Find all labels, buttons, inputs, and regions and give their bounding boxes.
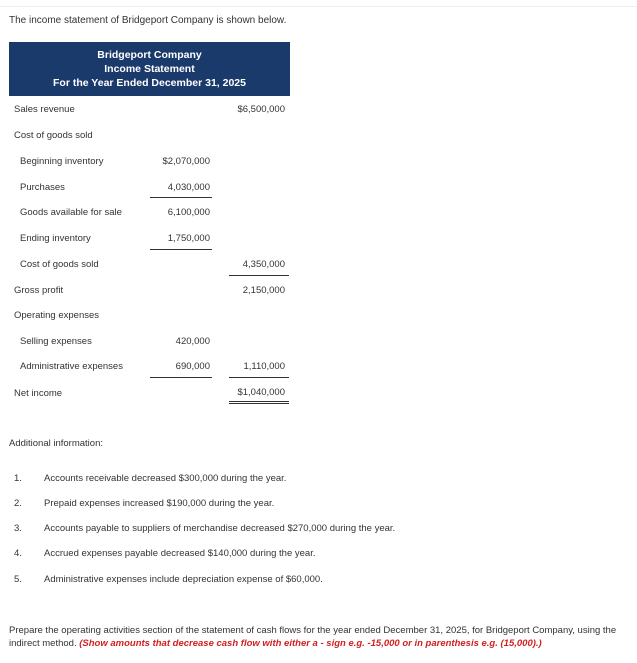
row-label-ending-inventory: Ending inventory — [20, 233, 91, 244]
statement-period: For the Year Ended December 31, 2025 — [53, 77, 246, 89]
double-underline-top — [229, 401, 289, 402]
amount-total-opex: 1,110,000 — [243, 361, 285, 372]
double-underline-bottom — [229, 403, 289, 404]
underline-admin-expenses — [150, 377, 212, 378]
statement-title: Income Statement — [104, 63, 195, 75]
underline-total-opex — [229, 377, 289, 378]
list-item-number: 1. — [14, 473, 22, 484]
prompt-text: Prepare the operating activities section of the statement of cash flows for the year ended December 31, 2025, for Bridgeport Company, using the indirect method. — [9, 625, 617, 649]
row-label-net-income: Net income — [14, 388, 63, 399]
row-label-selling-expenses: Selling expenses — [20, 336, 92, 347]
additional-heading: Additional information: — [9, 438, 103, 449]
list-item-number: 4. — [14, 548, 22, 559]
list-item: Administrative expenses include depreciation expense of $60,000. — [44, 574, 323, 585]
list-item-number: 5. — [14, 574, 22, 585]
list-item: Accounts payable to suppliers of merchandise decreased $270,000 during the year. — [44, 523, 396, 534]
list-item-number: 2. — [14, 498, 22, 509]
row-label-beginning-inventory: Beginning inventory — [20, 156, 104, 167]
amount-selling-expenses: 420,000 — [175, 336, 210, 347]
amount-net-income: $1,040,000 — [237, 387, 285, 398]
row-label-cogs-heading: Cost of goods sold — [14, 130, 93, 141]
row-label-cost-of-goods-sold: Cost of goods sold — [20, 259, 99, 270]
top-divider — [0, 6, 637, 7]
amount-admin-expenses: 690,000 — [175, 361, 210, 372]
row-label-sales-revenue: Sales revenue — [14, 104, 75, 115]
row-label-gross-profit: Gross profit — [14, 285, 64, 296]
question-prompt — [9, 624, 634, 650]
intro-text: The income statement of Bridgeport Company is shown below. — [9, 15, 287, 26]
company-name: Bridgeport Company — [97, 49, 202, 61]
statement-header — [9, 42, 290, 96]
amount-gross-profit: 2,150,000 — [242, 285, 285, 296]
amount-goods-available: 6,100,000 — [167, 207, 210, 218]
row-label-purchases: Purchases — [20, 182, 65, 193]
amount-beginning-inventory: $2,070,000 — [162, 156, 210, 167]
list-item: Accrued expenses payable decreased $140,000 during the year. — [44, 548, 316, 559]
row-label-goods-available: Goods available for sale — [20, 207, 122, 218]
prompt-note: (Show amounts that decrease cash flow with either a - sign e.g. -15,000 or in parenthesis e.g. (15,000).) — [79, 638, 542, 649]
row-label-opex-heading: Operating expenses — [14, 310, 100, 321]
underline-purchases — [150, 197, 212, 198]
list-item: Prepaid expenses increased $190,000 during the year. — [44, 498, 275, 509]
amount-purchases: 4,030,000 — [167, 182, 210, 193]
list-item-number: 3. — [14, 523, 22, 534]
underline-ending-inventory — [150, 249, 212, 250]
amount-ending-inventory: 1,750,000 — [167, 233, 210, 244]
amount-sales-revenue: $6,500,000 — [237, 104, 285, 115]
row-label-admin-expenses: Administrative expenses — [20, 361, 123, 372]
underline-cost-of-goods-sold — [229, 275, 289, 276]
amount-cost-of-goods-sold: 4,350,000 — [242, 259, 285, 270]
list-item: Accounts receivable decreased $300,000 during the year. — [44, 473, 287, 484]
